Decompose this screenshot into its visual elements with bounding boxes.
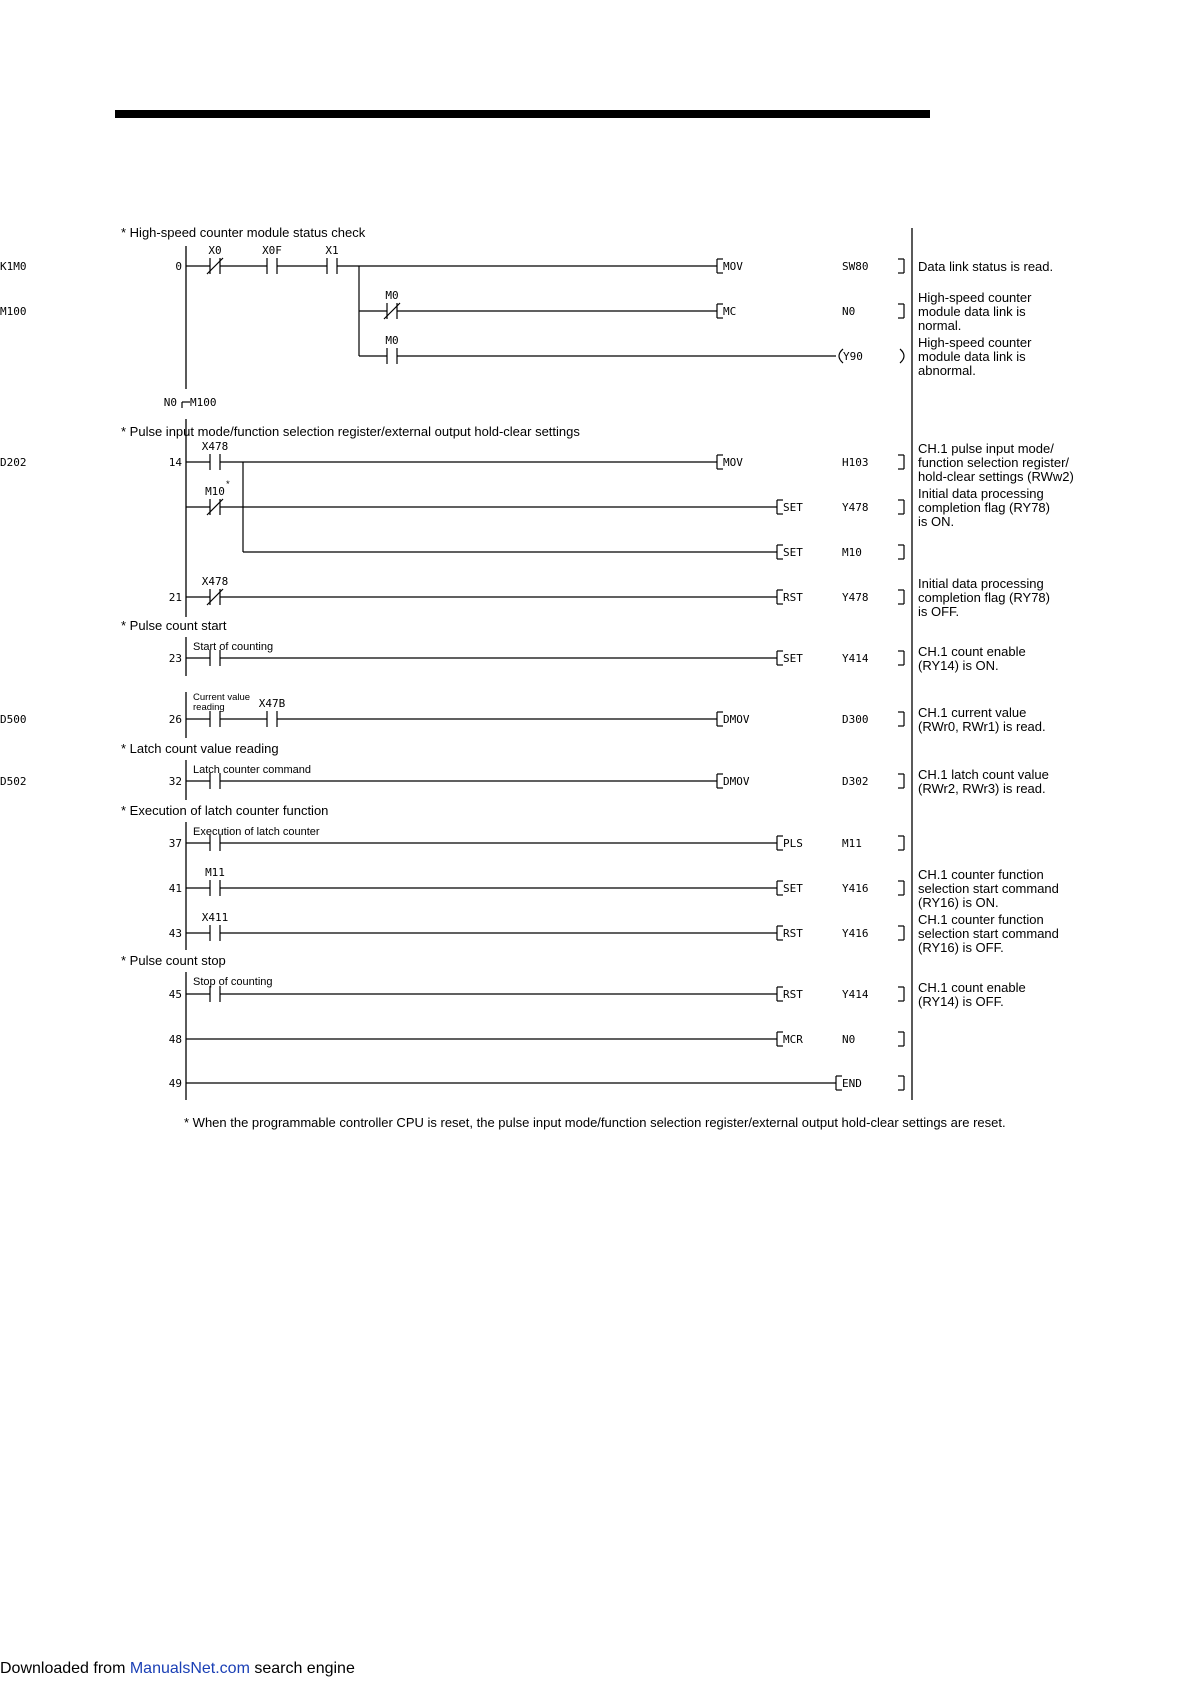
instruction-operand-1: D300: [842, 713, 869, 726]
step-number: 37: [168, 837, 182, 850]
step-number: 14: [168, 456, 182, 469]
instruction: [777, 926, 904, 940]
comment-rung-0-0: Data link status is read.: [918, 259, 1054, 274]
comment-rung-2-1: module data link is: [918, 349, 1026, 364]
instruction-mnemonic: MOV: [723, 260, 743, 273]
rung-note-0: Start of counting: [193, 641, 274, 653]
comment-rung-14-2: hold-clear settings (RWw2): [918, 469, 1074, 484]
instruction: [777, 651, 904, 665]
rung-note-2: Execution of latch counter: [193, 826, 320, 838]
rung-b5: [243, 545, 904, 559]
rung-note-3: Stop of counting: [193, 976, 273, 988]
rung-b2: [359, 334, 904, 364]
section-heading-2: * Pulse count start: [121, 618, 227, 633]
power-rails: [186, 228, 912, 1100]
comment-rung-43-0: CH.1 counter function: [918, 912, 1044, 927]
rung-0: [0, 244, 904, 274]
rung-26: [0, 697, 904, 727]
comment-rung-32-0: CH.1 latch count value: [918, 767, 1049, 782]
instruction-operand-1: Y478: [842, 591, 869, 604]
coil-device: Y90: [843, 350, 863, 363]
instruction-operand-1: Y416: [842, 927, 869, 940]
comment-rung-41-2: (RY16) is ON.: [918, 895, 999, 910]
instruction: [777, 987, 904, 1001]
instruction-operand-1: Y416: [842, 882, 869, 895]
contact-0: [207, 244, 223, 274]
manualsnet-link[interactable]: ManualsNet.com: [129, 1660, 250, 1677]
section-heading-4: * Execution of latch counter function: [121, 803, 329, 818]
contact-1: [262, 244, 282, 274]
instruction-operand-2: D502: [0, 775, 27, 788]
step-number: 45: [168, 988, 182, 1001]
contact-label: M0: [385, 289, 399, 302]
instruction-operand-1: N0: [842, 305, 856, 318]
rung-45: [169, 986, 904, 1002]
contact-label: X1: [325, 244, 339, 257]
rung-small-note-1: reading: [193, 702, 225, 713]
instruction: [777, 1032, 904, 1046]
contact-label: M10: [205, 485, 225, 498]
comment-rung-2-0: High-speed counter: [918, 335, 1032, 350]
comment-rung-23-1: (RY14) is ON.: [918, 658, 999, 673]
step-number: 49: [168, 1077, 182, 1090]
section-heading-1: * Pulse input mode/function selection register/external output hold-clear settings: [121, 424, 580, 439]
instruction-mnemonic: DMOV: [723, 775, 750, 788]
comment-rung-41-0: CH.1 counter function: [918, 867, 1044, 882]
comment-rung-21-2: is OFF.: [918, 604, 960, 619]
comment-rung-1-1: module data link is: [918, 304, 1026, 319]
mc-contact-m: M100: [190, 396, 217, 409]
comment-rung-4-2: is ON.: [918, 514, 955, 529]
rung-14: [0, 440, 904, 470]
comment-rung-45-0: CH.1 count enable: [918, 980, 1026, 995]
rung-48: [169, 1032, 904, 1046]
contact-label: X411: [201, 911, 229, 924]
instruction-operand-1: SW80: [842, 260, 869, 273]
m10-asterisk: *: [226, 479, 230, 490]
instruction-mnemonic: RST: [783, 988, 803, 1001]
contact-2: [325, 244, 338, 274]
rung-41: [169, 866, 904, 896]
rung-23: [169, 650, 904, 666]
step-number: 21: [168, 591, 182, 604]
rung-43: [169, 911, 904, 941]
footer: [0, 1660, 355, 1678]
comment-rung-26-0: CH.1 current value: [918, 705, 1027, 720]
comment-rung-23-0: CH.1 count enable: [918, 644, 1026, 659]
instruction-operand-1: D302: [842, 775, 869, 788]
comment-rung-45-1: (RY14) is OFF.: [918, 994, 1004, 1009]
instruction-mnemonic: RST: [783, 927, 803, 940]
instruction-mnemonic: RST: [783, 591, 803, 604]
contact-label: M0: [385, 334, 399, 347]
contact-0: [384, 289, 400, 319]
step-number: 26: [168, 713, 182, 726]
comment-rung-43-2: (RY16) is OFF.: [918, 940, 1004, 955]
contact-0: [210, 711, 220, 727]
contact-label: X478: [201, 575, 229, 588]
footer-prefix: Downloaded from: [0, 1660, 130, 1677]
rung-32: [0, 773, 904, 789]
instruction-operand-1: N0: [842, 1033, 856, 1046]
comment-rung-1-2: normal.: [918, 318, 962, 333]
contact-label: X0F: [262, 244, 282, 257]
instruction-operand-2: D202: [0, 456, 27, 469]
instruction-operand-1: M10: [842, 546, 862, 559]
comment-rung-4-1: completion flag (RY78): [918, 500, 1050, 515]
comment-rung-21-0: Initial data processing: [918, 576, 1044, 591]
instruction: [836, 1076, 904, 1090]
rung-note-1: Latch counter command: [193, 764, 312, 776]
comment-rung-14-0: CH.1 pulse input mode/: [918, 441, 1054, 456]
contact-0: [205, 866, 225, 896]
instruction-mnemonic: END: [842, 1077, 862, 1090]
contact-label: X0: [208, 244, 222, 257]
comment-rung-4-0: Initial data processing: [918, 486, 1044, 501]
section-heading-3: * Latch count value reading: [121, 741, 279, 756]
contact-0: [385, 334, 398, 364]
step-number: 0: [175, 260, 182, 273]
contact-0: [210, 986, 220, 1002]
comment-rung-1-0: High-speed counter: [918, 290, 1032, 305]
step-number: 23: [168, 652, 182, 665]
comment-rung-14-1: function selection register/: [918, 455, 1070, 470]
instruction-mnemonic: MC: [723, 305, 737, 318]
rung-small-note-0: Current value: [193, 692, 251, 703]
contact-label: M11: [205, 866, 225, 879]
footer-suffix: search engine: [249, 1660, 355, 1677]
section-heading-5: * Pulse count stop: [121, 953, 226, 968]
contact-0: [202, 575, 229, 605]
instruction-mnemonic: SET: [783, 501, 803, 514]
instruction-mnemonic: DMOV: [723, 713, 750, 726]
instruction-operand-2: D500: [0, 713, 27, 726]
instruction: [839, 349, 904, 363]
comment-rung-32-1: (RWr2, RWr3) is read.: [918, 781, 1046, 796]
step-number: 48: [168, 1033, 182, 1046]
step-number: 32: [168, 775, 182, 788]
contact-label: X478: [201, 440, 229, 453]
instruction-operand-1: Y414: [842, 652, 869, 665]
instruction: [777, 500, 904, 514]
contact-0: [202, 911, 229, 941]
comment-rung-26-1: (RWr0, RWr1) is read.: [918, 719, 1046, 734]
mc-contact-n: N0: [163, 396, 177, 409]
rung-b4: [186, 485, 904, 515]
comment-rung-21-1: completion flag (RY78): [918, 590, 1050, 605]
rung-b1: [0, 289, 904, 319]
step-number: 41: [168, 882, 182, 895]
coil-close: [900, 349, 904, 363]
rung-21: [169, 575, 904, 605]
contact-label: X47B: [258, 697, 286, 710]
instruction-operand-2: M100: [0, 305, 27, 318]
section-heading-0: * High-speed counter module status check: [121, 225, 366, 240]
instruction-operand-2: K1M0: [0, 260, 27, 273]
instruction-operand-1: M11: [842, 837, 862, 850]
instruction-operand-1: Y414: [842, 988, 869, 1001]
instruction: [777, 881, 904, 895]
instruction-operand-1: H103: [842, 456, 869, 469]
contact-0: [205, 485, 225, 515]
rung-49: [169, 1076, 904, 1090]
instruction-mnemonic: MCR: [783, 1033, 803, 1046]
comment-rung-2-2: abnormal.: [918, 363, 976, 378]
contact-1: [259, 697, 286, 727]
instruction-mnemonic: SET: [783, 652, 803, 665]
footnote: * When the programmable controller CPU is reset, the pulse input mode/function selection register/external output hold-clear settings are reset.: [184, 1115, 1006, 1130]
step-number: 43: [168, 927, 182, 940]
instruction-mnemonic: SET: [783, 546, 803, 559]
instruction-operand-1: Y478: [842, 501, 869, 514]
comment-rung-41-1: selection start command: [918, 881, 1059, 896]
instruction-mnemonic: MOV: [723, 456, 743, 469]
instruction-mnemonic: SET: [783, 882, 803, 895]
instruction: [777, 836, 904, 850]
instruction-mnemonic: PLS: [783, 837, 803, 850]
rung-comments: [918, 259, 1074, 1009]
instruction: [777, 590, 904, 604]
contact-0: [202, 440, 229, 470]
instruction: [777, 545, 904, 559]
comment-rung-43-1: selection start command: [918, 926, 1059, 941]
